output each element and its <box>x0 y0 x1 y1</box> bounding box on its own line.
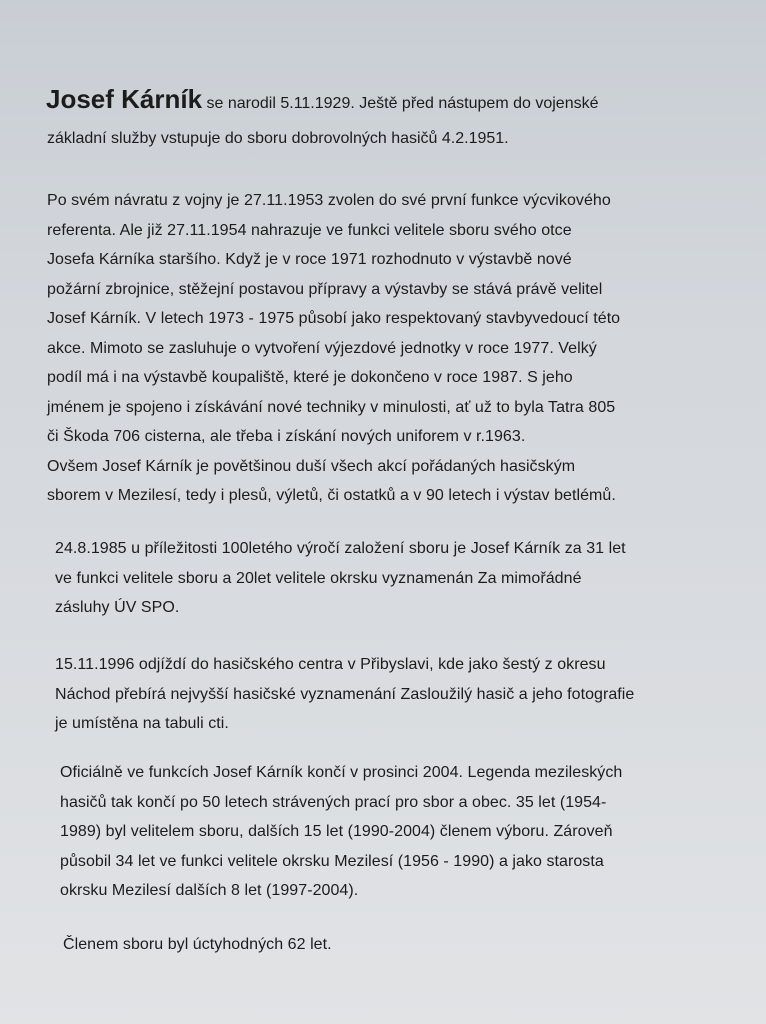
text-line: podíl má i na výstavbě koupaliště, které je dokončeno v roce 1987. S jeho <box>47 369 573 386</box>
paragraph-career <box>47 186 620 511</box>
text-line: zásluhy ÚV SPO. <box>55 599 180 616</box>
intro-second-line: základní služby vstupuje do sboru dobrovolných hasičů 4.2.1951. <box>47 130 509 147</box>
text-line: sborem v Mezilesí, tedy i plesů, výletů, či ostatků a v 90 letech i výstav betlémů. <box>47 487 616 504</box>
paragraph-award-1985 <box>55 534 626 623</box>
text-line: je umístěna na tabuli cti. <box>55 715 229 732</box>
text-line: Členem sboru byl úctyhodných 62 let. <box>63 936 332 953</box>
text-line: Josef Kárník. V letech 1973 - 1975 působí jako respektovaný stavbyvedoucí této <box>47 310 621 327</box>
text-line: jménem je spojeno i získávání nové techniky v minulosti, ať už to byla Tatra 805 <box>47 398 616 416</box>
paragraph-retirement <box>60 758 622 906</box>
text-line: Ovšem Josef Kárník je povětšinou duší všech akcí pořádaných hasičským <box>47 457 576 475</box>
intro-first-line <box>46 84 598 115</box>
intro-text: se narodil 5.11.1929. Ještě před nástupem do vojenské <box>202 95 599 112</box>
text-line: ve funkci velitele sboru a 20let velitele okrsku vyznamenán Za mimořádné <box>55 569 582 587</box>
text-line: působil 34 let ve funkci velitele okrsku Mezilesí (1956 - 1990) a jako starosta <box>60 852 604 870</box>
text-line: akce. Mimoto se zasluhuje o vytvoření výjezdové jednotky v roce 1977. Velký <box>47 339 597 357</box>
text-line: referenta. Ale již 27.11.1954 nahrazuje ve funkci velitele sboru svého otce <box>47 221 572 239</box>
text-line: Po svém návratu z vojny je 27.11.1953 zvolen do své první funkce výcvikového <box>47 192 611 209</box>
text-line: Náchod přebírá nejvyšší hasičské vyznamenání Zasloužilý hasič a jeho fotografie <box>55 685 635 703</box>
text-line: hasičů tak končí po 50 letech strávených prací pro sbor a obec. 35 let (1954- <box>60 793 607 811</box>
text-line: Oficiálně ve funkcích Josef Kárník končí v prosinci 2004. Legenda mezileských <box>60 764 623 781</box>
text-line: Josefa Kárníka staršího. Když je v roce 1971 rozhodnuto v výstavbě nové <box>47 251 572 268</box>
text-line: požární zbrojnice, stěžejní postavou přípravy a výstavby se stává právě velitel <box>47 280 603 298</box>
paragraph-membership <box>63 930 332 960</box>
paragraph-award-1996 <box>55 650 634 739</box>
person-name: Josef Kárník <box>46 84 203 114</box>
text-line: či Škoda 706 cisterna, ale třeba i získání nových uniforem v r.1963. <box>47 428 526 445</box>
text-line: 1989) byl velitelem sboru, dalších 15 let (1990-2004) členem výboru. Zároveň <box>60 823 613 840</box>
text-line: okrsku Mezilesí dalších 8 let (1997-2004). <box>60 882 359 899</box>
text-line: 24.8.1985 u příležitosti 100letého výročí založení sboru je Josef Kárník za 31 let <box>55 540 626 557</box>
text-line: 15.11.1996 odjíždí do hasičského centra v Přibyslavi, kde jako šestý z okresu <box>55 656 606 673</box>
